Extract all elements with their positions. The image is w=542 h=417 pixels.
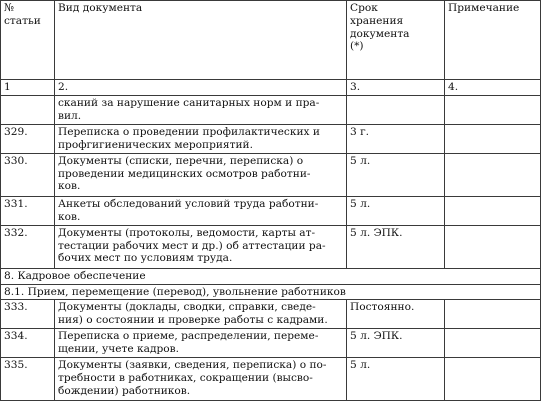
article-number-cell: 334. [1,329,55,358]
retention-term-cell: 5 л. [347,358,445,401]
article-number-cell: 332. [1,225,55,268]
subsection-heading-row [1,284,541,300]
document-kind-cell [55,300,347,329]
note-cell [445,225,541,268]
text-line: Документы (протоколы, ведомости, карты ат- [58,226,316,239]
text-line: ков. [58,180,81,193]
text-line: ния) о состоянии и проверке работы с кадрами. [58,314,328,327]
table-row [1,358,541,401]
article-number-cell: 333. [1,300,55,329]
header-text: документа [350,27,410,40]
header-text: Примечание [448,2,520,14]
note-cell [445,300,541,329]
index-cell: 2. [55,80,347,96]
document-kind-cell [55,225,347,268]
continuation-row [1,95,541,124]
header-text: статьи [4,14,41,27]
note-cell [445,329,541,358]
subsection-heading: 8.1. Прием, перемещение (перевод), увольнение работников [1,284,541,300]
retention-term-cell: 5 л. ЭПК. [347,225,445,268]
text-line: профгигиенических мероприятий. [58,138,253,151]
column-index-row [1,80,541,96]
text-line: Анкеты обследований условий труда работни- [58,197,319,210]
text-line: щении, учете кадров. [58,343,179,356]
text-line: Документы (списки, перечни, переписка) о [58,154,304,167]
table-row [1,196,541,225]
note-cell [445,124,541,153]
table-row [1,225,541,268]
empty-cell [445,95,541,124]
section-heading: 8. Кадровое обеспечение [1,268,541,284]
text-line: бочих мест по условиям труда. [58,252,233,265]
text-line: вил. [58,109,82,122]
table-row [1,300,541,329]
document-kind-cell [55,358,347,401]
article-number-cell: 329. [1,124,55,153]
table-row [1,329,541,358]
retention-term-cell: Постоянно. [347,300,445,329]
text-line: тестации рабочих мест и др.) об аттестации ра- [58,239,326,252]
table-row [1,124,541,153]
document-kind-cell [55,124,347,153]
document-kind-cell [55,153,347,196]
header-text: Срок [350,2,378,14]
article-number-cell: 335. [1,358,55,401]
document-kind-cell [55,95,347,124]
text-line: Переписка о приеме, распределении, переме- [58,330,319,343]
header-article-number [1,1,55,80]
retention-term-cell: 5 л. [347,153,445,196]
header-text: (*) [350,40,364,53]
document-kind-cell [55,196,347,225]
article-number-cell: 330. [1,153,55,196]
empty-cell [1,95,55,124]
retention-term-cell: 3 г. [347,124,445,153]
header-text: хранения [350,14,404,27]
header-retention-term [347,1,445,80]
note-cell [445,196,541,225]
header-note [445,1,541,80]
text-line: Переписка о проведении профилактических и [58,125,320,138]
section-heading-row [1,268,541,284]
note-cell [445,358,541,401]
note-cell [445,153,541,196]
retention-term-cell: 5 л. [347,196,445,225]
index-cell: 1 [1,80,55,96]
text-line: проведении медицинских осмотров работни- [58,167,311,180]
document-kind-cell [55,329,347,358]
text-line: сканий за нарушение санитарных норм и пра- [58,96,320,109]
retention-term-cell: 5 л. ЭПК. [347,329,445,358]
table-header-row [1,1,541,80]
header-text: № [4,2,15,14]
index-cell: 3. [347,80,445,96]
empty-cell [347,95,445,124]
index-cell: 4. [445,80,541,96]
text-line: Документы (доклады, сводки, справки, сведе- [58,301,316,314]
text-line: Документы (заявки, сведения, переписка) о по- [58,359,327,372]
text-line: требности в работниках, сокращении (высво- [58,372,313,385]
header-document-kind [55,1,347,80]
header-text: Вид документа [58,2,143,14]
article-number-cell: 331. [1,196,55,225]
text-line: бождении) работников. [58,384,191,397]
text-line: ков. [58,210,81,223]
table-row [1,153,541,196]
